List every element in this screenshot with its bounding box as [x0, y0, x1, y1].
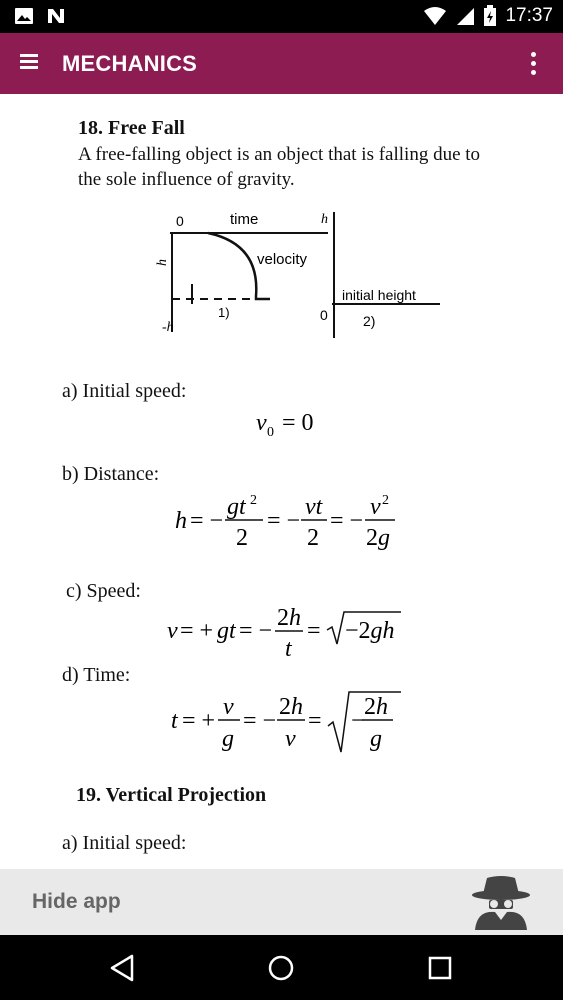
svg-text:=: =: [308, 708, 322, 734]
n-icon: [46, 7, 66, 25]
graph2-h-label: h: [321, 212, 328, 227]
hide-app-button[interactable]: Hide app: [32, 890, 121, 913]
graph1-zero-label: 0: [176, 213, 184, 229]
svg-text:v: v: [370, 494, 381, 520]
svg-text:2: 2: [250, 493, 257, 508]
home-icon[interactable]: [264, 951, 298, 985]
svg-text:= −: = −: [239, 618, 273, 644]
formula-initial-speed: [250, 402, 330, 442]
svg-text:v: v: [223, 694, 234, 720]
svg-text:gt: gt: [217, 618, 236, 644]
battery-icon: [483, 5, 497, 27]
image-icon: [14, 7, 34, 25]
svg-text:h: h: [175, 508, 187, 534]
svg-text:2h: 2h: [364, 694, 388, 720]
formula-speed: [165, 602, 410, 662]
spy-icon[interactable]: [469, 872, 533, 932]
svg-text:g: g: [370, 726, 382, 752]
graph1-velocity-label: velocity: [257, 251, 308, 268]
svg-text:= −: = −: [190, 508, 224, 534]
item-c-speed: c) Speed:: [66, 580, 141, 602]
overflow-icon[interactable]: [521, 48, 545, 80]
section-18-text-line-2: the sole influence of gravity.: [78, 169, 295, 190]
graph2-zero-label: 0: [320, 307, 328, 323]
navigation-bar: [0, 935, 563, 1000]
svg-text:= −: = −: [267, 508, 301, 534]
hide-app-bar: [0, 869, 563, 935]
svg-text:vt: vt: [305, 494, 323, 520]
svg-text:2: 2: [307, 525, 319, 551]
svg-text:0: 0: [267, 425, 274, 440]
svg-text:2: 2: [236, 525, 248, 551]
svg-text:2h: 2h: [277, 605, 301, 631]
hamburger-icon[interactable]: [18, 51, 44, 77]
svg-text:2h: 2h: [279, 694, 303, 720]
svg-text:2g: 2g: [366, 525, 390, 551]
graph1-time-label: time: [230, 211, 259, 228]
initial-height-graph: [312, 204, 444, 344]
svg-text:t: t: [285, 636, 292, 662]
graph1-neg-h-label: -h: [162, 320, 174, 335]
content-area[interactable]: [0, 94, 563, 869]
signal-icon: [455, 6, 475, 26]
wifi-icon: [423, 6, 447, 26]
graph1-index-label: 1): [218, 305, 230, 320]
svg-text:g: g: [222, 726, 234, 752]
section-18-heading: 18. Free Fall: [78, 117, 185, 139]
svg-text:−2gh: −2gh: [345, 618, 395, 644]
svg-text:2: 2: [382, 493, 389, 508]
svg-text:gt: gt: [227, 494, 246, 520]
app-bar: [0, 33, 563, 94]
svg-text:= 0: = 0: [282, 410, 314, 436]
graph2-index-label: 2): [363, 313, 376, 329]
svg-text:t: t: [171, 708, 178, 734]
svg-text:−: −: [351, 708, 365, 734]
back-icon[interactable]: [106, 951, 140, 985]
svg-text:v: v: [167, 618, 178, 644]
svg-text:=: =: [307, 618, 321, 644]
svg-text:v: v: [285, 726, 296, 752]
status-time: 17:37: [505, 5, 553, 26]
item-d-time: d) Time:: [62, 664, 131, 686]
svg-text:= −: = −: [243, 708, 277, 734]
svg-text:v: v: [256, 410, 267, 436]
formula-distance: [170, 489, 410, 557]
free-fall-velocity-graph: [150, 204, 335, 344]
item-a-initial-speed: a) Initial speed:: [62, 380, 187, 402]
status-bar: [0, 0, 563, 33]
section-19-heading: 19. Vertical Projection: [76, 784, 267, 806]
section-19-item-a: a) Initial speed:: [62, 832, 187, 854]
graph1-h-label: h: [155, 259, 170, 266]
formula-time: [165, 686, 410, 758]
graph2-initial-height-label: initial height: [342, 287, 416, 303]
item-b-distance: b) Distance:: [62, 463, 160, 485]
svg-text:= −: = −: [330, 508, 364, 534]
svg-text:= +: = +: [182, 708, 216, 734]
app-title: MECHANICS: [62, 51, 198, 76]
recents-icon[interactable]: [423, 951, 457, 985]
svg-text:= +: = +: [180, 618, 214, 644]
section-18-text-line-1: A free-falling object is an object that is falling due to: [78, 144, 481, 165]
